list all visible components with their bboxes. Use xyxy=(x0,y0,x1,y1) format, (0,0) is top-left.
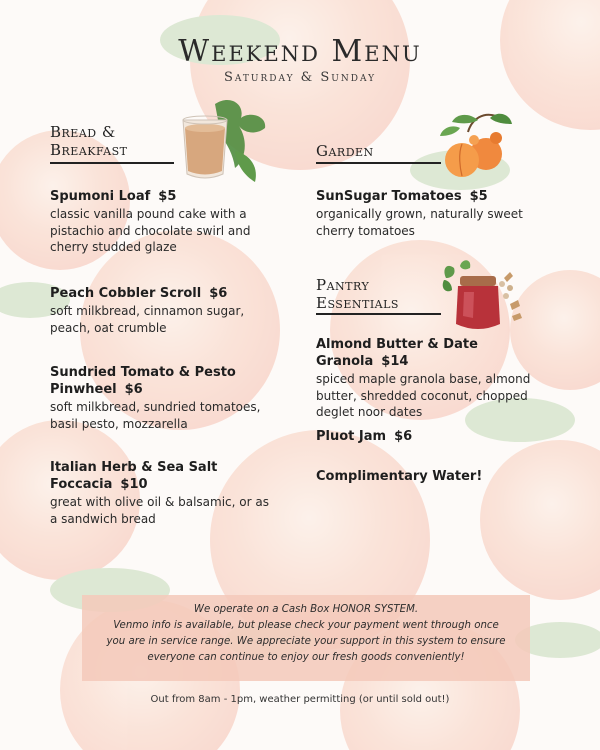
section-title-bread-line2: Breakfast xyxy=(50,141,128,159)
honor-line-2: Venmo info is available, but please check your payment went through once xyxy=(113,620,499,631)
section-title-pantry-line1: Pantry xyxy=(316,276,370,294)
item-name: Pinwheel xyxy=(50,382,117,397)
item-name-line xyxy=(50,285,270,302)
item-price: $5 xyxy=(158,189,177,204)
item-description: soft milkbread, cinnamon sugar, peach, oat crumble xyxy=(50,304,245,335)
menu-item xyxy=(316,336,556,421)
item-name-line-1: Almond Butter & Date xyxy=(316,337,478,352)
item-name: Granola xyxy=(316,354,374,369)
footer-hours: Out from 8am - 1pm, weather permitting (or until sold out!) xyxy=(150,694,450,705)
menu-item xyxy=(316,428,546,445)
honor-line-1-prefix: We operate on a xyxy=(193,604,279,615)
item-description: soft milkbread, sundried tomatoes, basil pesto, mozzarella xyxy=(50,400,261,431)
item-name: SunSugar Tomatoes xyxy=(316,189,462,204)
menu-item xyxy=(50,188,270,256)
item-description: great with olive oil & balsamic, or as a sandwich bread xyxy=(50,495,269,526)
item-price: $5 xyxy=(469,189,488,204)
item-name: Spumoni Loaf xyxy=(50,189,151,204)
peaches-icon xyxy=(438,110,518,180)
item-name-line xyxy=(316,188,546,205)
item-price: $14 xyxy=(381,354,409,369)
item-price: $6 xyxy=(124,382,143,397)
item-name: Peach Cobbler Scroll xyxy=(50,286,202,301)
item-description: organically grown, naturally sweet cherry tomatoes xyxy=(316,207,523,238)
item-name: Foccacia xyxy=(50,477,113,492)
item-name-line-1: Sundried Tomato & Pesto xyxy=(50,365,236,380)
item-name-line xyxy=(50,188,270,205)
honor-line-4: everyone can continue to enjoy our fresh goods conveniently! xyxy=(147,652,465,663)
section-rule-pantry xyxy=(316,313,441,315)
section-title-pantry-line2: Essentials xyxy=(316,294,399,312)
item-name: Pluot Jam xyxy=(316,429,387,444)
item-price: $6 xyxy=(209,286,228,301)
section-rule-bread xyxy=(50,162,174,164)
jam-jar-icon xyxy=(440,258,530,338)
honor-line-1-emphasis: Cash Box HONOR SYSTEM. xyxy=(281,604,419,615)
section-title-pantry xyxy=(316,276,399,312)
menu-item xyxy=(50,459,280,527)
item-name-line xyxy=(316,428,546,445)
item-name-line-1: Italian Herb & Sea Salt xyxy=(50,460,218,475)
honor-system-notice xyxy=(82,595,530,681)
item-name-line-2 xyxy=(50,381,275,398)
menu-title: Weekend Menu xyxy=(178,34,422,69)
menu-item xyxy=(316,188,546,239)
honor-line-3: you are in service range. We appreciate your support in this system to ensure xyxy=(106,636,506,647)
section-title-bread xyxy=(50,123,128,159)
item-price: $6 xyxy=(394,429,413,444)
item-name: Complimentary Water! xyxy=(316,469,483,484)
item-description: spiced maple granola base, almond butter, shredded coconut, chopped deglet noor dates xyxy=(316,372,531,419)
menu-item xyxy=(316,468,546,485)
honor-line-1 xyxy=(82,602,530,618)
menu-item xyxy=(50,364,275,432)
section-title-garden: Garden xyxy=(316,142,374,160)
section-rule-garden xyxy=(316,162,441,164)
item-name-line-2 xyxy=(50,476,280,493)
section-title-bread-line1: Bread & xyxy=(50,123,116,141)
item-name-line-2 xyxy=(316,353,556,370)
menu-subtitle: Saturday & Sunday xyxy=(223,70,377,85)
item-description: classic vanilla pound cake with a pistachio and chocolate swirl and cherry studded glaze xyxy=(50,207,251,254)
smoothie-glass-icon xyxy=(175,96,275,186)
menu-item xyxy=(50,285,270,336)
item-price: $10 xyxy=(120,477,148,492)
